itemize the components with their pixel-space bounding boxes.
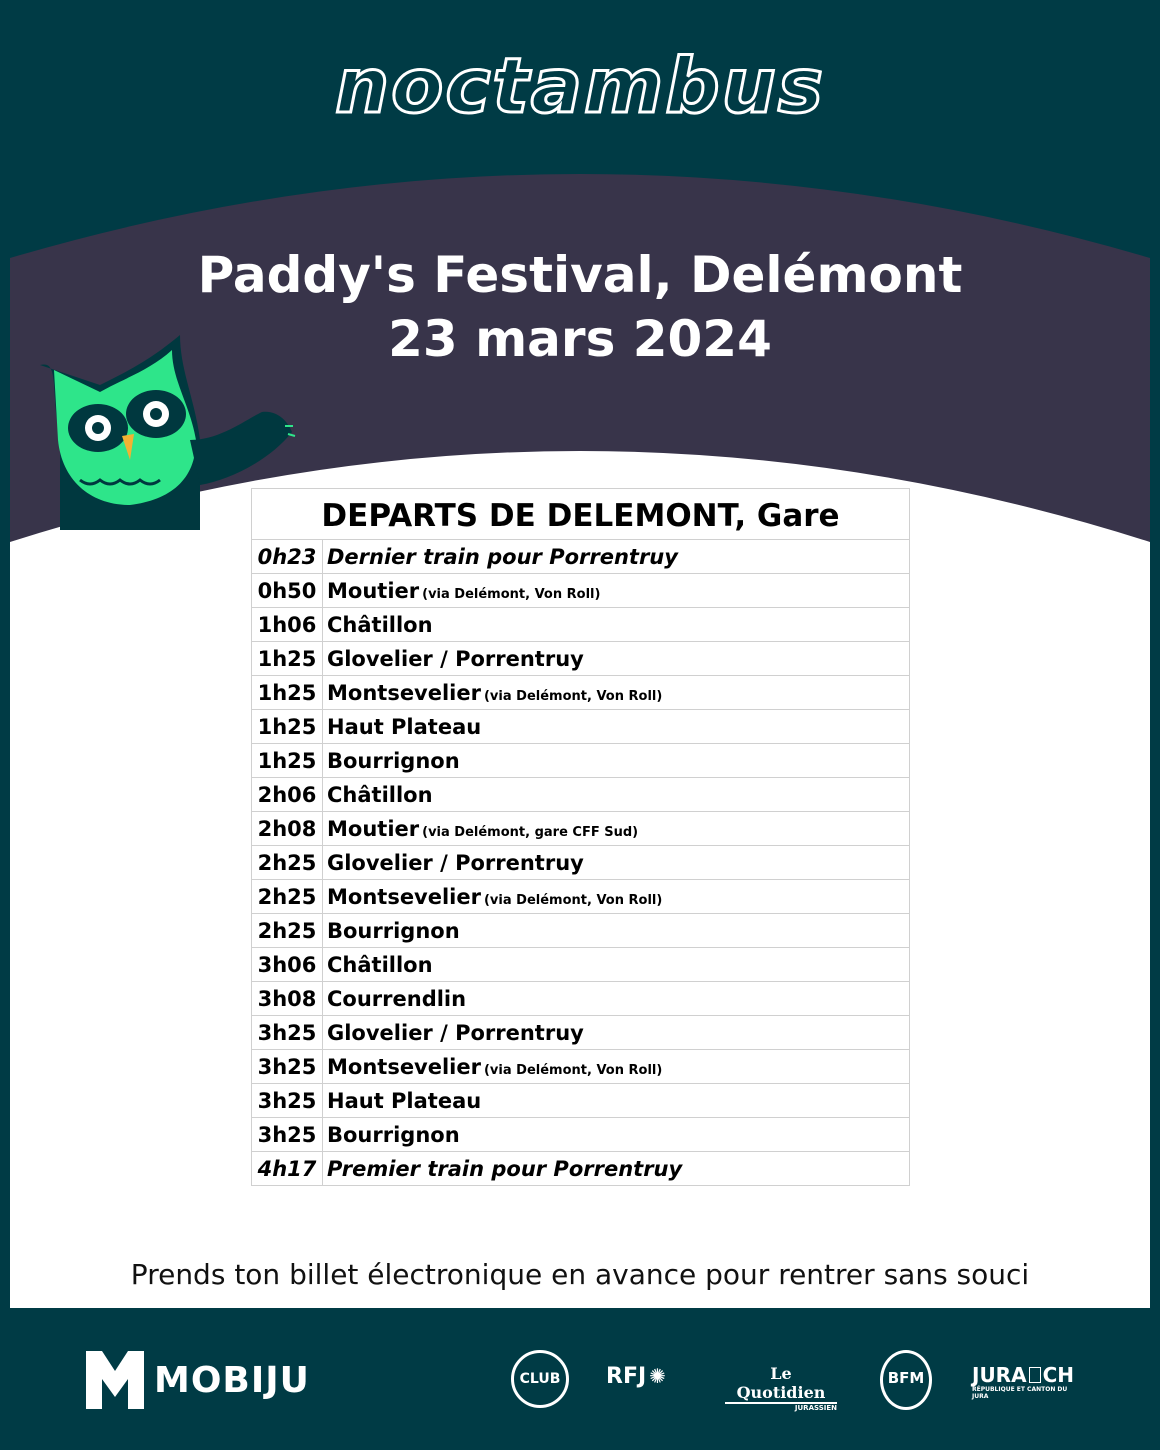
- table-row: [252, 778, 909, 812]
- destination: [323, 574, 909, 607]
- mobiju-m-icon: [86, 1351, 144, 1409]
- table-row: [252, 1152, 909, 1185]
- departure-time: 1h25: [252, 710, 323, 743]
- destination: [323, 982, 909, 1015]
- table-row: [252, 676, 909, 710]
- table-row: [252, 540, 909, 574]
- table-row: [252, 1084, 909, 1118]
- footer-note: Prends ton billet électronique en avance pour rentrer sans souci: [130, 1258, 1030, 1291]
- destination: [323, 812, 909, 845]
- departure-time: 2h08: [252, 812, 323, 845]
- departure-time: 1h25: [252, 642, 323, 675]
- departure-time: 2h25: [252, 880, 323, 913]
- destination: [323, 1050, 909, 1083]
- destination-name: Montsevelier: [327, 681, 481, 705]
- table-row: [252, 1016, 909, 1050]
- table-row: [252, 914, 909, 948]
- table-row: [252, 948, 909, 982]
- destination-name: Bourrignon: [327, 1123, 460, 1147]
- table-row: [252, 1118, 909, 1152]
- quotidien-logo: Le Quotidien JURASSIEN: [725, 1364, 837, 1412]
- departures-rows: [252, 540, 909, 1185]
- destination-name: Moutier: [327, 817, 420, 841]
- destination-name: Châtillon: [327, 613, 433, 637]
- destination: [323, 710, 909, 743]
- mobiju-text: MOBIJU: [154, 1359, 310, 1401]
- event-date: 23 mars 2024: [388, 310, 772, 368]
- destination: [323, 540, 909, 573]
- table-row: [252, 812, 909, 846]
- noctambus-logo: [300, 34, 860, 134]
- rfj-logo: RFJ ✺: [606, 1364, 666, 1389]
- destination: [323, 778, 909, 811]
- table-row: [252, 574, 909, 608]
- departures-table: [251, 488, 910, 1186]
- destination: [323, 1118, 909, 1151]
- table-heading: DEPARTS DE DELEMONT, Gare: [252, 489, 909, 540]
- destination-via: (via Delémont, Von Roll): [483, 1063, 663, 1078]
- departure-time: 3h25: [252, 1118, 323, 1151]
- destination-name: Dernier train pour Porrentruy: [327, 545, 678, 569]
- destination: [323, 1016, 909, 1049]
- destination: [323, 880, 909, 913]
- table-row: [252, 880, 909, 914]
- destination-name: Moutier: [327, 579, 420, 603]
- departure-time: 1h25: [252, 744, 323, 777]
- rfj-dots-icon: ✺: [649, 1364, 666, 1388]
- departure-time: 2h25: [252, 846, 323, 879]
- table-row: [252, 608, 909, 642]
- departure-time: 3h25: [252, 1084, 323, 1117]
- destination: [323, 846, 909, 879]
- event-title: Paddy's Festival, Delémont: [197, 246, 963, 304]
- destination-via: (via Delémont, Von Roll): [483, 689, 663, 704]
- destination-name: Châtillon: [327, 783, 433, 807]
- table-row: [252, 982, 909, 1016]
- table-row: [252, 710, 909, 744]
- svg-text:noctambus: noctambus: [335, 41, 825, 130]
- departure-time: 2h25: [252, 914, 323, 947]
- departure-time: 4h17: [252, 1152, 323, 1185]
- destination: [323, 642, 909, 675]
- destination: [323, 608, 909, 641]
- mobiju-logo: [86, 1348, 310, 1412]
- departure-time: 2h06: [252, 778, 323, 811]
- table-row: [252, 1050, 909, 1084]
- departure-time: 3h06: [252, 948, 323, 981]
- destination: [323, 744, 909, 777]
- destination-name: Bourrignon: [327, 919, 460, 943]
- table-row: [252, 846, 909, 880]
- destination: [323, 1152, 909, 1185]
- departure-time: 3h25: [252, 1050, 323, 1083]
- jura-ch-logo: JURA CH RÉPUBLIQUE ET CANTON DU JURA: [972, 1363, 1074, 1400]
- club-logo: CLUB: [511, 1350, 569, 1408]
- destination-name: Montsevelier: [327, 1055, 481, 1079]
- destination-name: Haut Plateau: [327, 1089, 482, 1113]
- departure-time: 0h23: [252, 540, 323, 573]
- destination-name: Glovelier / Porrentruy: [327, 647, 584, 671]
- bfm-logo: BFM: [880, 1350, 932, 1410]
- jura-flag-icon: [1029, 1367, 1041, 1383]
- destination-via: (via Delémont, gare CFF Sud): [422, 825, 639, 840]
- destination-name: Glovelier / Porrentruy: [327, 1021, 584, 1045]
- destination-name: Haut Plateau: [327, 715, 482, 739]
- table-row: [252, 744, 909, 778]
- destination-name: Montsevelier: [327, 885, 481, 909]
- destination-name: Bourrignon: [327, 749, 460, 773]
- departure-time: 0h50: [252, 574, 323, 607]
- table-row: [252, 642, 909, 676]
- destination-via: (via Delémont, Von Roll): [483, 893, 663, 908]
- destination: [323, 914, 909, 947]
- destination: [323, 676, 909, 709]
- destination: [323, 948, 909, 981]
- departure-time: 1h06: [252, 608, 323, 641]
- departure-time: 3h25: [252, 1016, 323, 1049]
- destination-name: Châtillon: [327, 953, 433, 977]
- destination-name: Courrendlin: [327, 987, 467, 1011]
- departure-time: 3h08: [252, 982, 323, 1015]
- destination-via: (via Delémont, Von Roll): [422, 587, 601, 602]
- destination-name: Premier train pour Porrentruy: [327, 1157, 683, 1181]
- destination-name: Glovelier / Porrentruy: [327, 851, 584, 875]
- destination: [323, 1084, 909, 1117]
- departure-time: 1h25: [252, 676, 323, 709]
